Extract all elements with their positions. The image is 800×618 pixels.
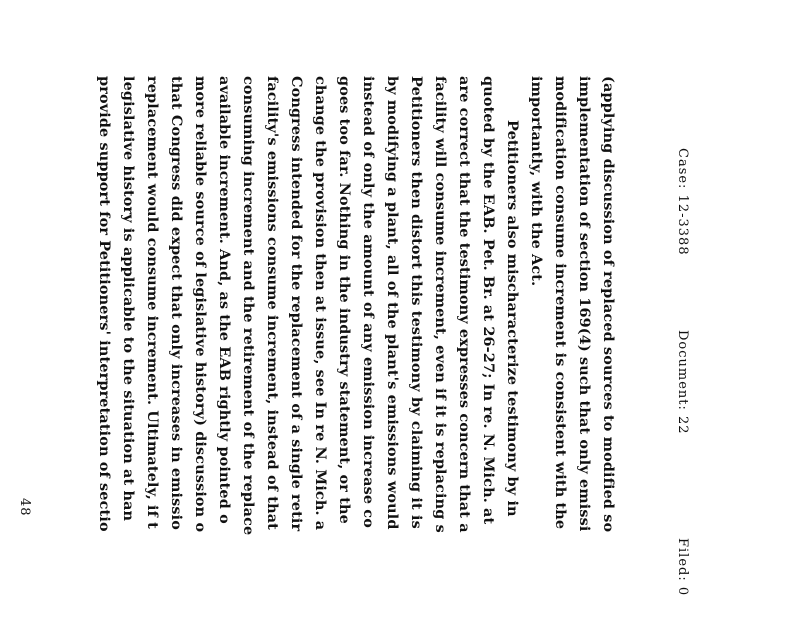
page-number: 48 bbox=[17, 498, 32, 517]
body-line: (applying discussion of replaced sources to modified so bbox=[600, 76, 617, 533]
body-line: goes too far. Nothing in the industry statement, or the bbox=[336, 76, 353, 524]
body-line: Petitioners also mischaracterize testimony by in bbox=[504, 120, 521, 517]
body-line: Petitioners then distort this testimony by claiming it is bbox=[408, 76, 425, 529]
body-line: facility's emissions consume increment, instead of that bbox=[264, 76, 281, 530]
body-line: modification consume increment is consistent with the bbox=[552, 76, 569, 530]
rotated-page-content bbox=[17, 0, 690, 618]
case-number: Case: 12-3388 bbox=[675, 148, 690, 256]
body-line: available increment. And, as the EAB rightly pointed o bbox=[216, 76, 233, 524]
body-line: Congress intended for the replacement of a single retir bbox=[288, 76, 305, 532]
body-line: are correct that the testimony expresses concern that a bbox=[456, 76, 473, 533]
body-line: change the provision then at issue, see In re N. Mich. a bbox=[312, 76, 329, 531]
body-line: legislative history is applicable to the situation at han bbox=[120, 76, 137, 522]
body-line: consuming increment and the retirement of the replace bbox=[240, 76, 257, 536]
body-line: facility will consume increment, even if it is replacing s bbox=[432, 76, 449, 533]
body-line: instead of only the amount of any emission increase co bbox=[360, 76, 377, 528]
body-line: importantly, with the Act. bbox=[528, 76, 545, 287]
page-header bbox=[666, 0, 690, 618]
body-line: provide support for Petitioners' interpretation of sectio bbox=[96, 76, 113, 532]
body-line: implementation of section 169(4) such that only emissi bbox=[576, 76, 593, 532]
body-line: more reliable source of legislative history) discussion o bbox=[192, 76, 209, 533]
body-line: quoted by the EAB. Pet. Br. at 26-27; In re. N. Mich. at bbox=[480, 76, 497, 525]
body-line: by modifying a plant, all of the plant's emissions would bbox=[384, 76, 401, 530]
document-number: Document: 22 bbox=[675, 330, 690, 435]
body-line: replacement would consume increment. Ultimately, if t bbox=[144, 76, 161, 529]
body-line: that Congress did expect that only increases in emissio bbox=[168, 76, 185, 531]
filed-date: Filed: 0 bbox=[675, 538, 690, 597]
